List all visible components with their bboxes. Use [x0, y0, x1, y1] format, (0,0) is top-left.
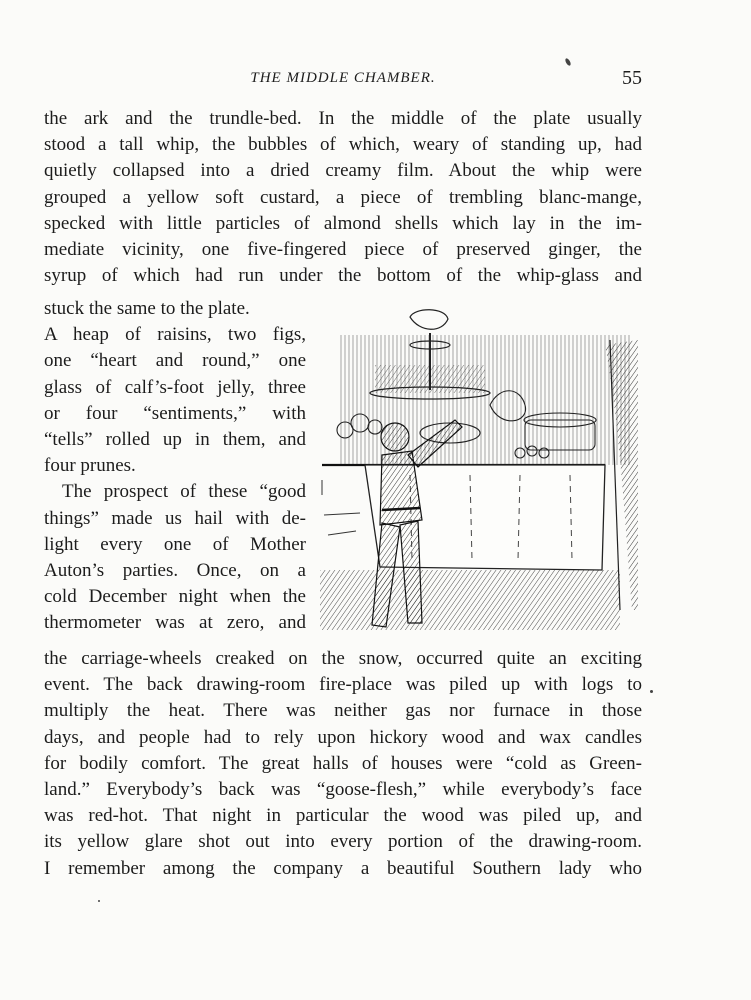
engraving-illustration — [320, 305, 638, 635]
text-line: was red-hot. That night in particular the wood was piled up, and — [44, 805, 642, 827]
text-line: event. The back drawing-room fire-place was piled up with logs to — [44, 674, 642, 696]
text-line: quietly collapsed into a dried creamy film. About the whip were — [44, 160, 642, 182]
text-line: days, and people had to rely upon hickory wood and wax candles — [44, 726, 642, 748]
text-line: stood a tall whip, the bubbles of which, weary of standing up, had — [44, 134, 642, 156]
text-line: its yellow glare shot out into every portion of the drawing-room. — [44, 831, 642, 853]
running-title: THE MIDDLE CHAMBER. — [250, 70, 436, 86]
text-line: things” made us hail with de- — [44, 507, 306, 529]
text-line: thermometer was at zero, and — [44, 612, 306, 634]
paragraph-top — [44, 106, 642, 289]
text-line: land.” Everybody’s back was “goose-flesh,” while everybody’s face — [44, 779, 642, 801]
text-line: The prospect of these “good — [62, 481, 306, 503]
engraving-svg — [320, 305, 638, 635]
text-line: grouped a yellow soft custard, a piece of trembling blanc-mange, — [44, 186, 642, 208]
text-line: the carriage-wheels creaked on the snow, occurred quite an exciting — [44, 648, 642, 669]
text-line: or four “sentiments,” with — [44, 402, 306, 424]
text-line: stuck the same to the plate. — [44, 298, 250, 319]
text-line: the ark and the trundle-bed. In the middle of the plate usually — [44, 108, 642, 129]
text-line: four prunes. — [44, 455, 136, 477]
text-line: A heap of raisins, two figs, — [44, 324, 306, 346]
text-line: cold December night when the — [44, 586, 306, 608]
page-number: 55 — [622, 67, 642, 89]
text-line: glass of calf’s-foot jelly, three — [44, 376, 306, 398]
paragraph-narrow — [44, 296, 306, 637]
text-line: Auton’s parties. Once, on a — [44, 560, 306, 582]
ink-speck — [650, 690, 653, 693]
text-line: “tells” rolled up in them, and — [44, 429, 306, 451]
text-line: mediate vicinity, one five-fingered piece of preserved ginger, the — [44, 239, 642, 261]
ink-speck — [564, 58, 571, 67]
text-line: specked with little particles of almond shells which lay in the im- — [44, 212, 642, 234]
page-header — [44, 67, 642, 96]
text-line: for bodily comfort. The great halls of houses were “cold as Green- — [44, 752, 642, 774]
text-line: multiply the heat. There was neither gas nor furnace in those — [44, 700, 642, 722]
text-line: one “heart and round,” one — [44, 350, 306, 372]
ink-speck — [98, 900, 100, 902]
paragraph-bottom — [44, 646, 642, 882]
text-line: I remember among the company a beautiful Southern lady who — [44, 857, 642, 879]
text-line: light every one of Mother — [44, 533, 306, 555]
text-line: syrup of which had run under the bottom of the whip-glass and — [44, 265, 642, 287]
